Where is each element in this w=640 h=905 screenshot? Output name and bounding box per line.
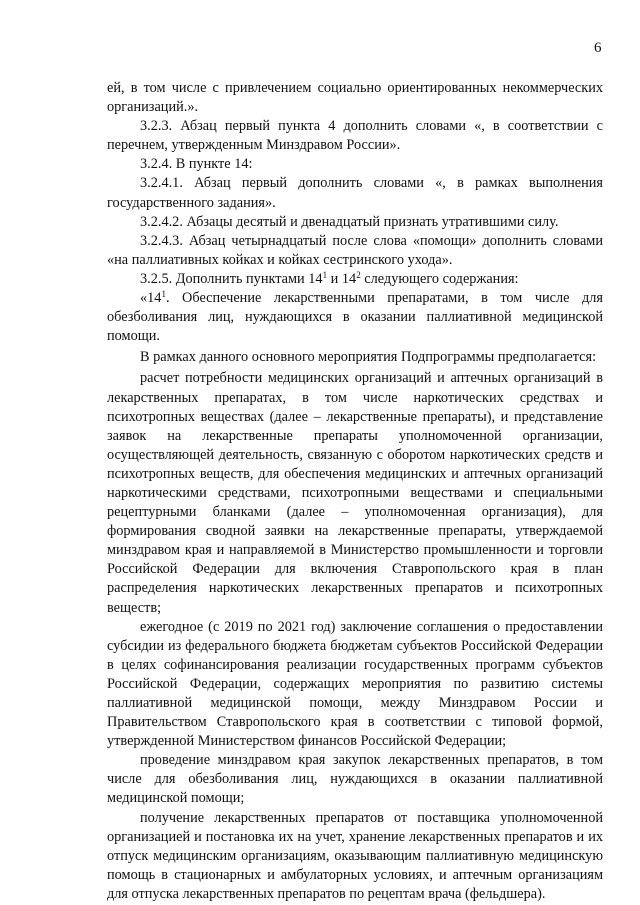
superscript: 1 <box>322 269 328 280</box>
paragraph: ей, в том числе с привлечением социально ориентированных некоммерческих организаций.». <box>107 80 603 116</box>
superscript: 2 <box>356 269 361 280</box>
text-span: и 14 <box>327 270 357 287</box>
document-body <box>107 79 603 904</box>
page-number: 6 <box>594 40 602 56</box>
paragraph: расчет потребности медицинских организаций и аптечных организаций в лекарственных препаратах, в том числе наркотических средствах и психотропных веществах (далее – лекарственные препараты), и представление заявок на лекарственные препараты уполномоченной организации, осуществляющей деятельность, связанную с оборотом наркотических средств и психотропных веществ, для обеспечения медицинских и аптечных организаций наркотическими средствами, психотропными веществами и специальными рецептурными бланками (далее – уполномоченная организация), для формирования сводной заявки на лекарственные препараты, утверждаемой минздравом края и направляемой в Министерство промышленности и торговли Российской Федерации для включения Ставропольского края в план распределения наркотических лекарственных препаратов и психотропных веществ; <box>107 370 603 616</box>
paragraph-point-14-1 <box>107 289 603 346</box>
paragraph: В рамках данного основного мероприятия Подпрограммы предполагается: <box>140 349 597 366</box>
paragraph: проведение минздравом края закупок лекарственных препаратов, в том числе для обезболивания лиц, нуждающихся в оказании паллиативной медицинской помощи; <box>107 752 603 807</box>
text-span: следующего содержания: <box>360 270 519 287</box>
paragraph: 3.2.4. В пункте 14: <box>140 156 253 173</box>
text-span: «14 <box>140 290 162 307</box>
paragraph: получение лекарственных препаратов от поставщика уполномоченной организацией и постановка их на учет, хранение лекарственных препаратов и их отпуск медицинским организациям, оказывающим паллиативную медицинскую помощь в стационарных и амбулаторных условиях, и аптечным организациям для отпуска лекарственных препаратов по рецептам врача (фельдшера). <box>107 809 603 902</box>
paragraph: 3.2.4.3. Абзац четырнадцатый после слова «помощи» дополнить словами «на паллиативных койках и койках сестринского ухода». <box>107 232 603 268</box>
text-span: 3.2.5. Дополнить пунктами 14 <box>140 270 323 287</box>
superscript: 1 <box>161 289 166 300</box>
paragraph: 3.2.3. Абзац первый пункта 4 дополнить словами «, в соответствии с перечнем, утвержденным Минздравом России». <box>107 118 603 154</box>
text-span: . Обеспечение лекарственными препаратами, в том числе для обезболивания лиц, нуждающихся в оказании паллиативной медицинской помощи. <box>107 290 603 345</box>
paragraph: 3.2.4.2. Абзацы десятый и двенадцатый признать утратившими силу. <box>140 213 559 230</box>
paragraph-add-points <box>107 270 603 289</box>
paragraph: ежегодное (с 2019 по 2021 год) заключение соглашения о предоставлении субсидии из федерального бюджета бюджетам субъектов Российской Федерации в целях софинансирования реализации государственных программ субъектов Российской Федерации, содержащих мероприятия по развитию системы паллиативной медицинской помощи, между Минздравом России и Правительством Ставропольского края в соответствии с типовой формой, утвержденной Министерством финансов Российской Федерации; <box>107 618 603 750</box>
paragraph: 3.2.4.1. Абзац первый дополнить словами «, в рамках выполнения государственного задания». <box>107 175 603 211</box>
